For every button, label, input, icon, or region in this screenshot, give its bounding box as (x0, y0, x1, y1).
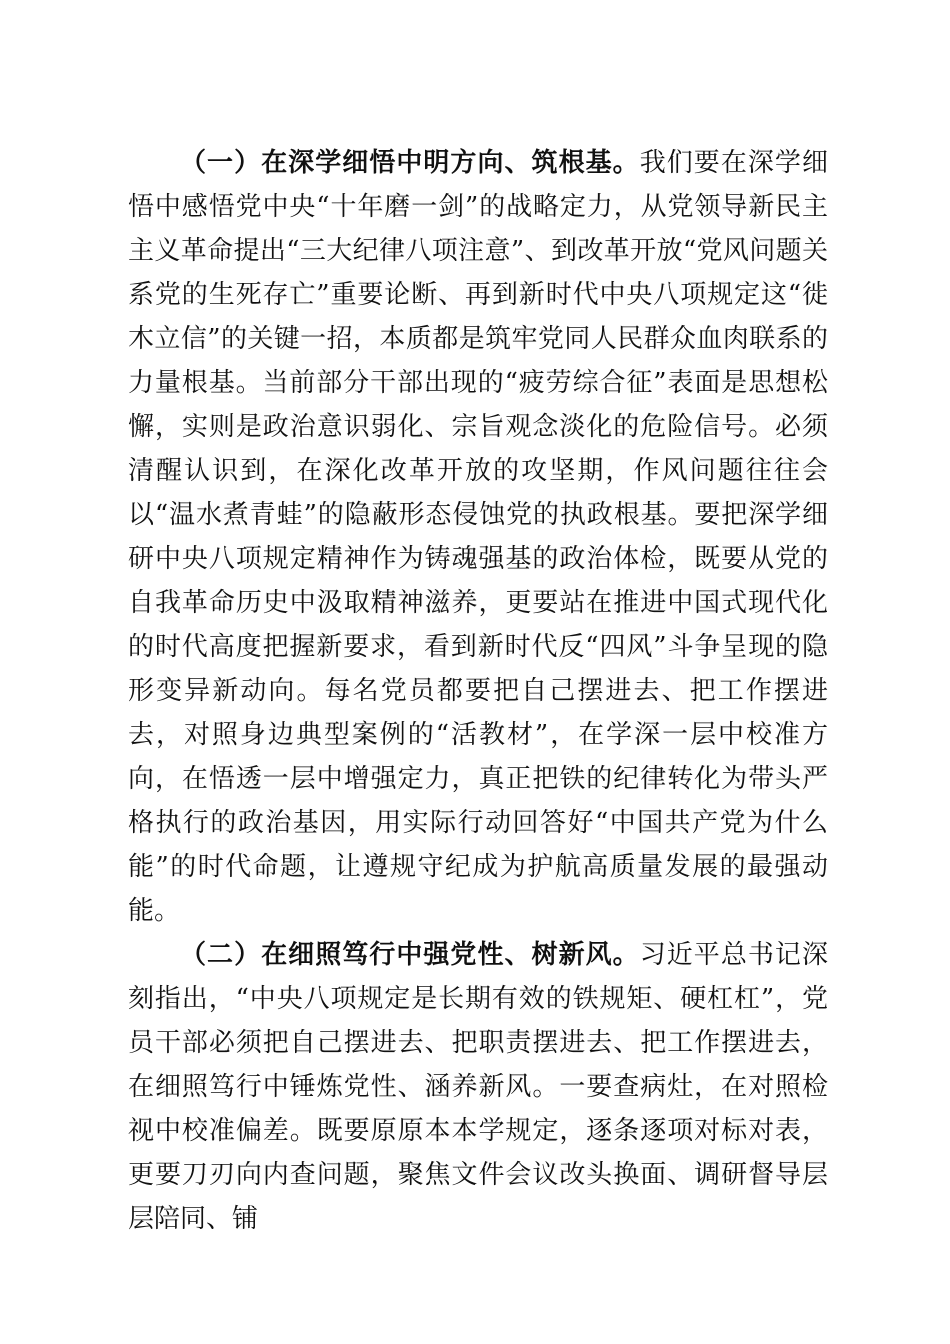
paragraph-1-body: 我们要在深学细悟中感悟党中央“十年磨一剑”的战略定力，从党领导新民主主义革命提出“三大纪律八项注意”、到改革开放“党风问题关系党的生死存亡”重要论断、再到新时代中央八项规定这“徙木立信”的关键一招，本质都是筑牢党同人民群众血肉联系的力量根基。当前部分干部出现的“疲劳综合征”表面是思想松懈，实则是政治意识弱化、宗旨观念淡化的危险信号。必须清醒认识到，在深化改革开放的攻坚期，作风问题往往会以“温水煮青蛙”的隐蔽形态侵蚀党的执政根基。要把深学细研中央八项规定精神作为铸魂强基的政治体检，既要从党的自我革命历史中汲取精神滋养，更要站在推进中国式现代化的时代高度把握新要求，看到新时代反“四风”斗争呈现的隐形变异新动向。每名党员都要把自己摆进去、把工作摆进去，对照身边典型案例的“活教材”，在学深一层中校准方向，在悟透一层中增强定力，真正把铁的纪律转化为带头严格执行的政治基因，用实际行动回答好“中国共产党为什么能”的时代命题，让遵规守纪成为护航高质量发展的最强动能。 (128, 148, 828, 926)
document-body (128, 141, 828, 1241)
paragraph-2-body: 习近平总书记深刻指出，“中央八项规定是长期有效的铁规矩、硬杠杠”，党员干部必须把自己摆进去、把职责摆进去、把工作摆进去，在细照笃行中锤炼党性、涵养新风。一要查病灶，在对照检视中校准偏差。既要原原本本学规定，逐条逐项对标对表，更要刀刃向内查问题，聚焦文件会议改头换面、调研督导层层陪同、铺 (128, 940, 828, 1234)
paragraph-1-heading: （一）在深学细悟中明方向、筑根基。 (180, 148, 640, 178)
paragraph-2 (128, 933, 828, 1241)
paragraph-1 (128, 141, 828, 933)
paragraph-2-heading: （二）在细照笃行中强党性、树新风。 (180, 940, 640, 970)
